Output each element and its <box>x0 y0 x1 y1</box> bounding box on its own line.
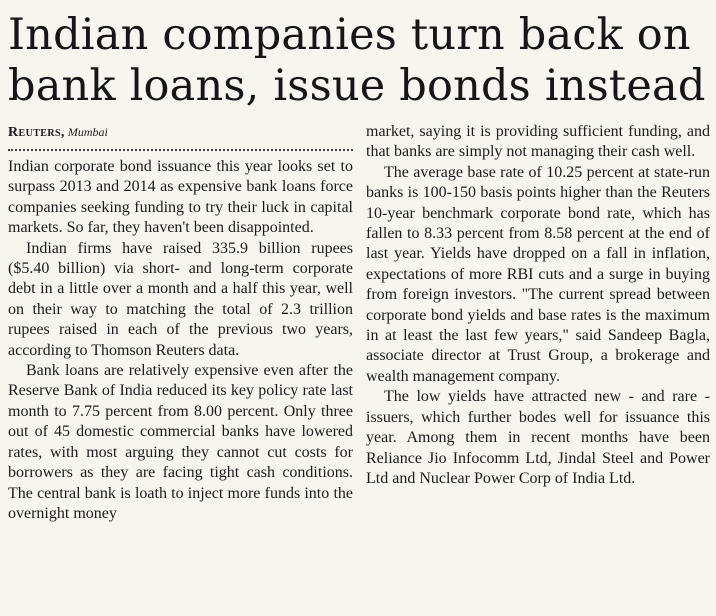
left-column <box>8 122 353 524</box>
dateline <box>8 122 353 143</box>
headline: Indian companies turn back on bank loans, issue bonds instead <box>8 10 706 111</box>
right-column <box>366 122 710 489</box>
paragraph-5: The low yields have attracted new - and rare - issuers, which further bodes well for issuance this year. Among them in recent months have been Reliance Jio Infocomm Ltd, Jindal Steel and Power Ltd and Nuclear Power Corp of India Ltd. <box>366 388 710 487</box>
paragraph-4: The average base rate of 10.25 percent at state-run banks is 100-150 basis points higher than the Reuters 10-year benchmark corporate bond rate, which has fallen to 8.33 percent from 8.58 percent at the end of last year. Yields have dropped on a fall in inflation, expectations of more RBI cuts and a surge in buying from foreign investors. "The current spread between corporate bond yields and base rates is the maximum in at least the last few years," said Sandeep Bagla, associate director at Trust Group, a brokerage and wealth management company. <box>366 163 710 385</box>
paragraph-3-continued: market, saying it is providing sufficient funding, and that banks are simply not managing their cash well. <box>366 123 710 161</box>
paragraph-2: Indian firms have raised 335.9 billion rupees ($5.40 billion) via short- and long-term corporate debt in a little over a month and a half this year, well on their way to matching the total of 2.3 trillion rupees raised in each of the previous two years, according to Thomson Reuters data. <box>8 239 353 359</box>
paragraph-3: Bank loans are relatively expensive even after the Reserve Bank of India reduced its key policy rate last month to 7.75 percent from 8.00 percent. Only three out of 45 domestic commercial banks have lowered rates, with most arguing they cannot cut costs for borrowers as they are facing tight cash conditions. The central bank is loath to inject more funds into the overnight money <box>8 362 353 522</box>
dotted-divider <box>8 149 353 151</box>
byline-location: Mumbai <box>67 125 108 139</box>
byline-agency: Reuters, <box>8 125 65 140</box>
paragraph-1: Indian corporate bond issuance this year looks set to surpass 2013 and 2014 as expensive bank loans force companies seeking funding to try their luck in capital markets. So far, they haven't been disappointed. <box>8 158 353 237</box>
